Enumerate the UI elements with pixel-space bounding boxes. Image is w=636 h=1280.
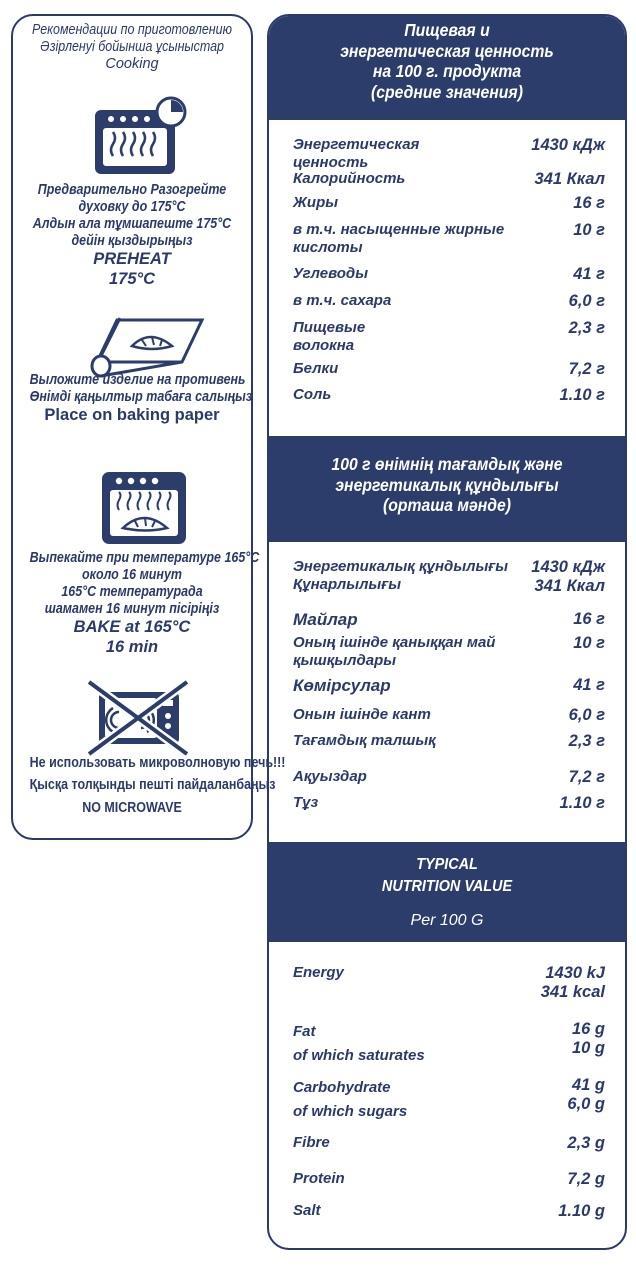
cooking-intro — [13, 22, 251, 73]
baking-paper-step — [13, 372, 251, 426]
step-text: духовку до 175°C — [78, 199, 186, 216]
nutrient-value: 6,0 г — [568, 706, 605, 724]
nutrient-value: 41 г — [573, 265, 605, 283]
step-text: 175°C — [108, 269, 156, 288]
nutrient-value: 10 г — [573, 221, 605, 239]
nutrient-label: Fat of which saturates — [293, 1023, 425, 1064]
step-text: Place on baking paper — [44, 406, 220, 425]
nutrition-panel — [267, 14, 627, 1250]
nutrient-label: Калорийность — [293, 170, 406, 187]
nutrient-value: 341 Ккал — [534, 170, 605, 188]
nutrition-kz-header — [269, 436, 625, 542]
step-text: около 16 минут — [82, 567, 182, 584]
nutrient-label: Оның ішінде қаныққан май қышқылдары — [293, 634, 496, 669]
nutrient-value: 16 г — [573, 194, 605, 212]
nutrient-label: Carbohydrate of which sugars — [293, 1079, 408, 1120]
header-line: (средние значения) — [371, 81, 523, 102]
step-text: Не использовать микроволновую печь!!! — [29, 755, 286, 771]
header-line: TYPICAL — [416, 856, 478, 873]
nutrient-label: Salt — [293, 1202, 321, 1219]
intro-line: Cooking — [105, 56, 159, 73]
nutrient-value: 2,3 г — [568, 732, 605, 750]
intro-line: Рекомендации по приготовлению — [32, 22, 232, 38]
nutrient-value: 2,3 g — [567, 1134, 605, 1152]
step-text: дейін қыздырыңыз — [71, 233, 193, 250]
step-text: PREHEAT — [93, 250, 171, 269]
baking-paper-icon — [87, 310, 207, 380]
header-line: 100 г өнімнің тағамдық және — [331, 454, 563, 474]
no-microwave-step — [13, 752, 286, 819]
step-text: Өнімді қаңылтыр табаға салыңыз — [29, 389, 253, 406]
nutrient-value: 1430 кДж 341 Ккал — [531, 558, 605, 596]
step-text: Выложите изделие на противень — [29, 372, 246, 388]
intro-line: Әзірленуі бойынша ұсыныстар — [40, 39, 224, 56]
no-microwave-icon — [83, 678, 193, 758]
nutrient-label: Fibre — [293, 1134, 330, 1151]
bake-step — [13, 550, 260, 657]
nutrition-ru-header — [269, 16, 625, 120]
header-line: энергетикалық құндылығы — [335, 474, 559, 495]
nutrient-value: 10 г — [573, 634, 605, 652]
step-text: Выпекайте при температуре 165°C — [29, 550, 260, 566]
step-text: Қысқа толқынды пешті пайдаланбаңыз — [29, 777, 276, 794]
cooking-instructions-panel — [11, 14, 286, 840]
header-line: энергетическая ценность — [340, 40, 554, 61]
nutrient-label: в т.ч. сахара — [293, 292, 392, 309]
step-text: NO MICROWAVE — [82, 799, 182, 816]
nutrient-label: Көмірсулар — [293, 676, 391, 695]
nutrient-label: Protein — [293, 1170, 345, 1187]
preheat-step — [13, 182, 251, 289]
nutrient-label: Тұз — [293, 794, 319, 811]
nutrient-label: Онын ішінде кант — [293, 706, 431, 723]
nutrient-value: 1430 kJ 341 kcal — [540, 964, 605, 1002]
step-text: Алдын ала тұмшапеште 175°C — [32, 216, 232, 233]
nutrient-label: Соль — [293, 386, 332, 403]
nutrient-label: Ақуыздар — [293, 768, 367, 785]
nutrient-value: 2,3 г — [568, 319, 605, 337]
nutrient-value: 7,2 g — [567, 1170, 605, 1188]
per-100g-label: Per 100 G — [410, 912, 484, 929]
nutrient-value: 1.10 г — [559, 794, 605, 812]
nutrient-value: 1430 кДж — [531, 136, 605, 154]
nutrient-label: Углеводы — [293, 265, 368, 282]
step-text: шамамен 16 минут пісіріңіз — [44, 601, 220, 618]
step-text: 16 min — [105, 637, 159, 656]
step-text: 165°C температурада — [61, 584, 203, 601]
oven-bake-icon — [99, 468, 189, 548]
step-text: Предварительно Разогрейте — [37, 182, 227, 198]
nutrient-label: Белки — [293, 360, 339, 377]
nutrient-value: 1.10 г — [559, 386, 605, 404]
nutrient-label: Майлар — [293, 610, 358, 629]
nutrient-value: 6,0 г — [568, 292, 605, 310]
nutrient-label: Энергетическая ценность — [293, 136, 420, 171]
oven-timer-icon — [91, 96, 189, 178]
nutrient-value: 7,2 г — [568, 360, 605, 378]
nutrient-label: в т.ч. насыщенные жирные кислоты — [293, 221, 505, 256]
header-line: NUTRITION VALUE — [381, 878, 513, 896]
nutrient-label: Пищевые волокна — [293, 319, 366, 354]
step-text: BAKE at 165°C — [73, 618, 191, 637]
nutrient-value: 41 g 6,0 g — [567, 1076, 605, 1114]
nutrient-label: Энергетикалық құндылығы Құнарлылығы — [293, 558, 509, 593]
header-line: Пищевая и — [404, 20, 490, 40]
nutrient-label: Жиры — [293, 194, 339, 211]
nutrient-label: Тағамдық талшық — [293, 732, 436, 749]
nutrient-value: 7,2 г — [568, 768, 605, 786]
nutrient-label: Energy — [293, 964, 344, 981]
nutrient-value: 16 г — [573, 610, 605, 628]
header-line: (орташа мәнде) — [382, 495, 512, 516]
nutrient-value: 1.10 g — [558, 1202, 605, 1220]
nutrient-value: 41 г — [573, 676, 605, 694]
nutrient-value: 16 g 10 g — [571, 1020, 605, 1058]
header-line: на 100 г. продукта — [372, 61, 522, 82]
